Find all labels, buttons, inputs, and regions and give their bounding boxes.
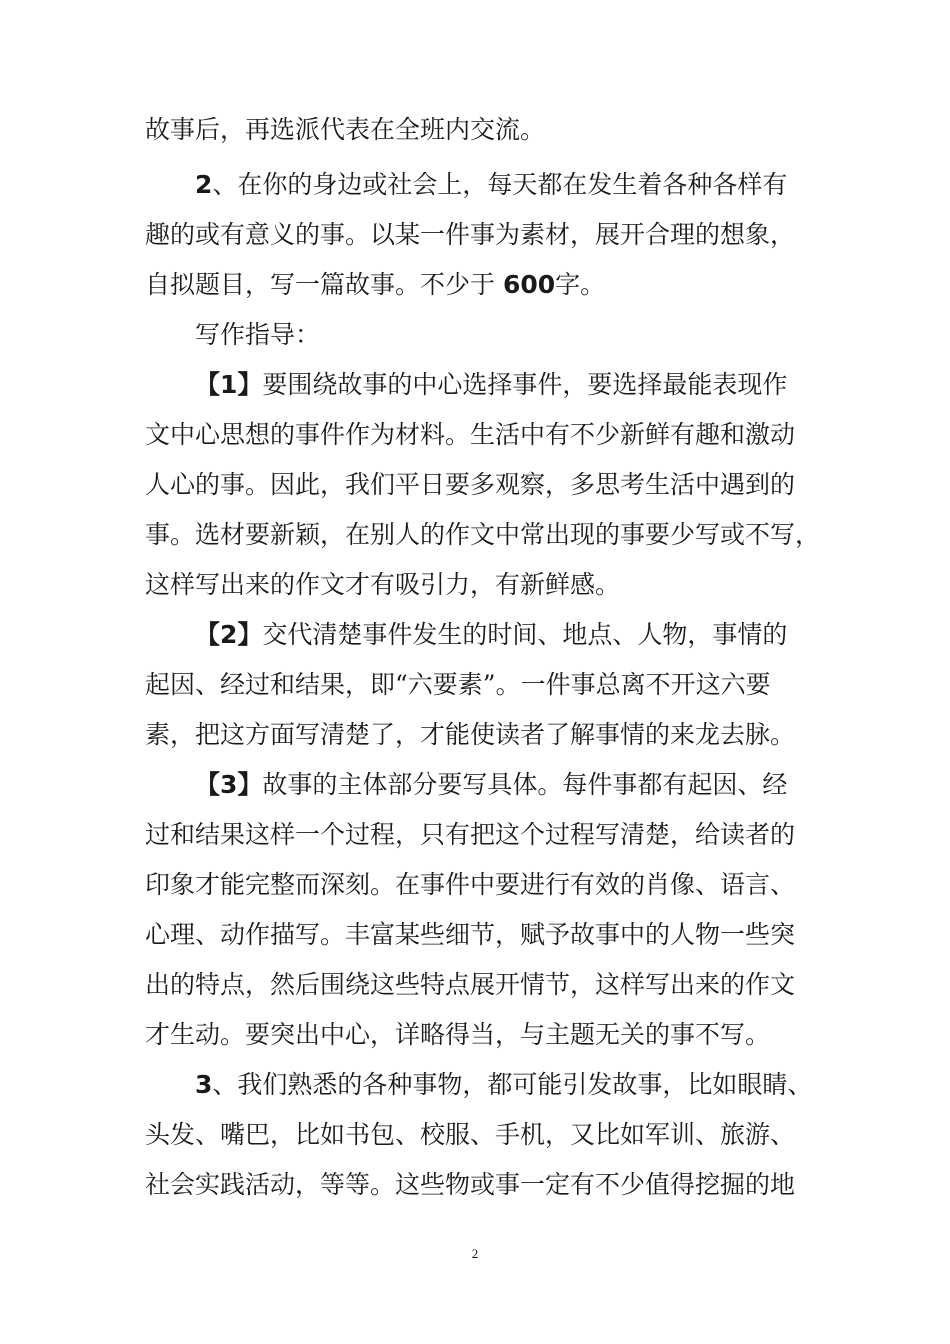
line-text: 、在你的身边或社会上，每天都在发生着各种各样有 xyxy=(212,170,788,199)
line-text: 字。 xyxy=(555,270,606,299)
line-text: 、我们熟悉的各种事物，都可能引发故事，比如眼睛、 xyxy=(212,1070,813,1099)
text-line: 才生动。要突出中心，详略得当，与主题无关的事不写。 xyxy=(145,1020,771,1049)
word-count: 600 xyxy=(502,270,556,299)
text-line: 人心的事。因此，我们平日要多观察，多思考生活中遇到的 xyxy=(145,470,796,499)
text-line: 事。选材要新颖，在别人的作文中常出现的事要少写或不写， xyxy=(145,520,821,549)
item-number: 【1】 xyxy=(195,370,263,399)
text-line: 故事后，再选派代表在全班内交流。 xyxy=(145,115,546,144)
line-text: 故事的主体部分要写具体。每件事都有起因、经 xyxy=(262,770,788,799)
text-line: 趣的或有意义的事。以某一件事为素材，展开合理的想象， xyxy=(145,220,796,249)
text-line xyxy=(195,610,825,660)
item-number: 3 xyxy=(195,1070,213,1099)
line-text: 自拟题目，写一篇故事。不少于 xyxy=(145,270,503,299)
line-text: 交代清楚事件发生的时间、地点、人物，事情的 xyxy=(262,620,788,649)
text-line xyxy=(145,260,825,310)
text-line: 过和结果这样一个过程，只有把这个过程写清楚，给读者的 xyxy=(145,820,796,849)
text-line: 社会实践活动，等等。这些物或事一定有不少值得挖掘的地 xyxy=(145,1170,796,1199)
text-line: 头发、嘴巴，比如书包、校服、手机，又比如军训、旅游、 xyxy=(145,1120,796,1149)
text-line xyxy=(195,160,825,210)
line-text: 要围绕故事的中心选择事件，要选择最能表现作 xyxy=(262,370,788,399)
text-line: 印象才能完整而深刻。在事件中要进行有效的肖像、语言、 xyxy=(145,870,796,899)
item-number: 2 xyxy=(195,170,213,199)
text-line xyxy=(195,760,825,810)
text-line xyxy=(195,360,825,410)
text-line: 心理、动作描写。丰富某些细节，赋予故事中的人物一些突 xyxy=(145,920,796,949)
text-line: 文中心思想的事件作为材料。生活中有不少新鲜有趣和激动 xyxy=(145,420,796,449)
item-number: 【3】 xyxy=(195,770,263,799)
text-line xyxy=(195,1060,825,1110)
section-heading: 写作指导： xyxy=(195,320,321,349)
text-line: 出的特点，然后围绕这些特点展开情节，这样写出来的作文 xyxy=(145,970,796,999)
item-number: 【2】 xyxy=(195,620,263,649)
page-number: 2 xyxy=(471,1246,479,1261)
text-line: 素，把这方面写清楚了，才能使读者了解事情的来龙去脉。 xyxy=(145,720,796,749)
text-line: 起因、经过和结果，即“六要素”。一件事总离不开这六要 xyxy=(145,670,771,699)
text-line: 这样写出来的作文才有吸引力，有新鲜感。 xyxy=(145,570,621,599)
